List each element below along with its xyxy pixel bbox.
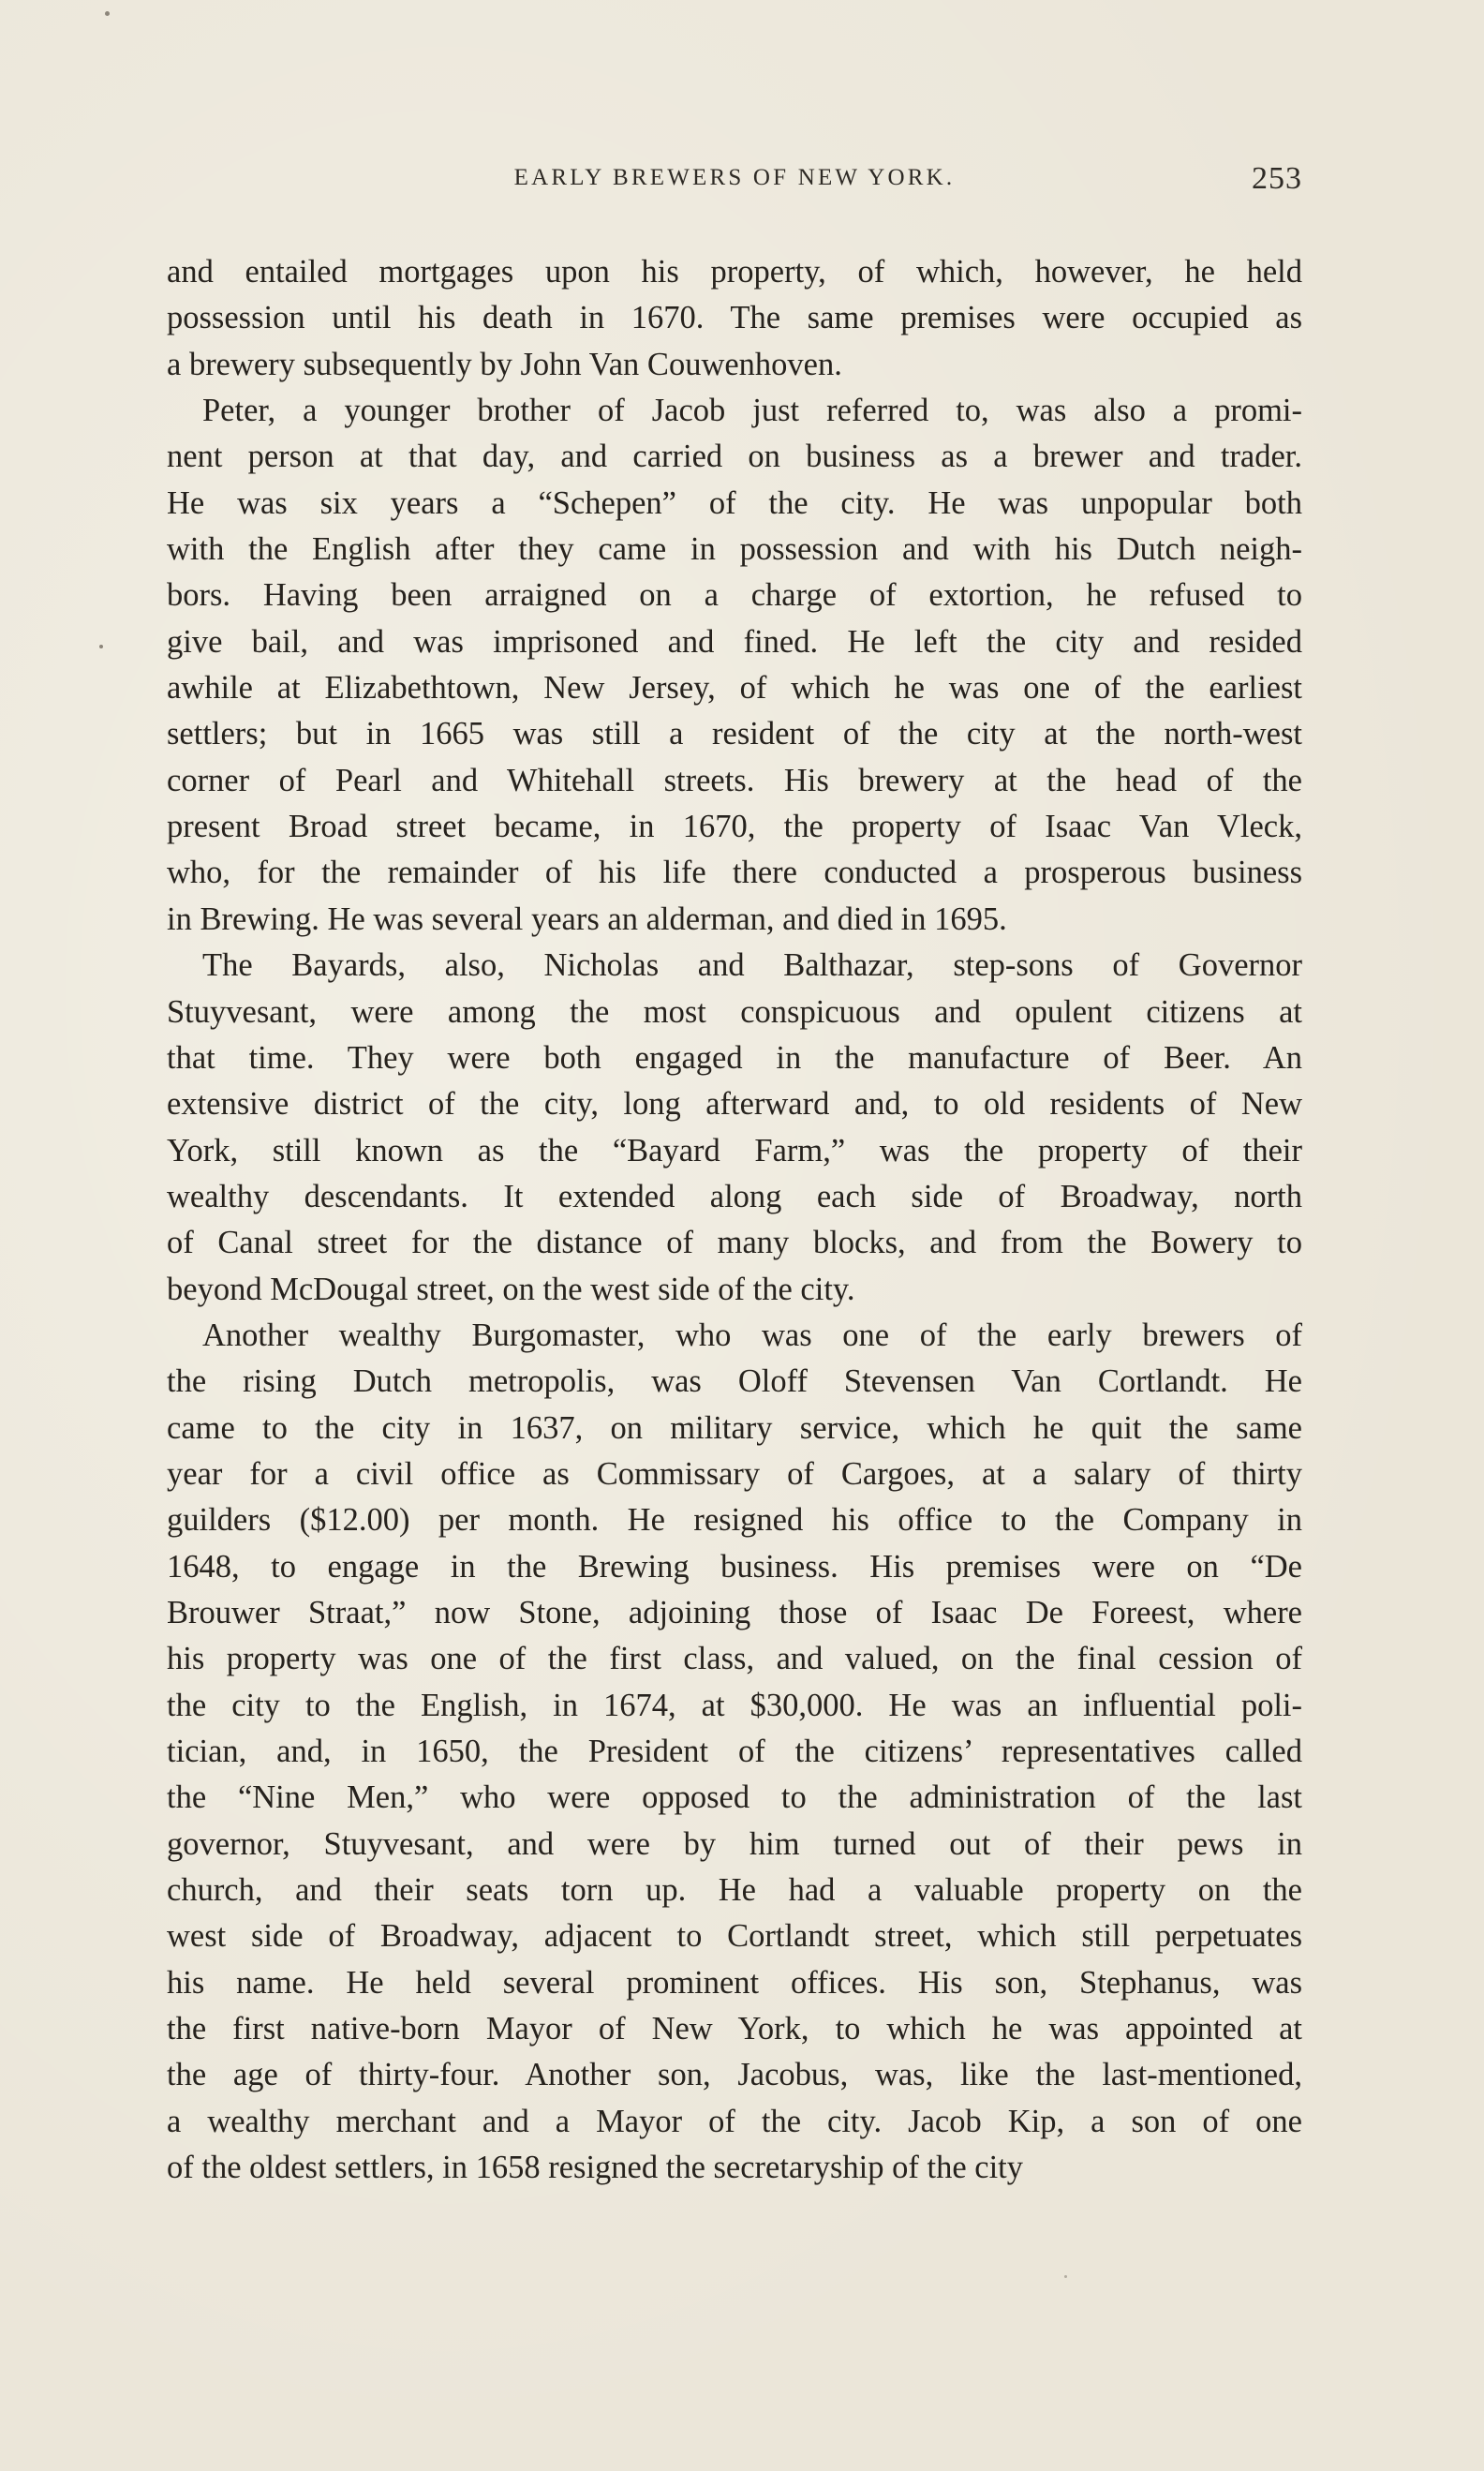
text-line: 1648, to engage in the Brewing business. His premises were on “De <box>167 1548 1302 1585</box>
text-line: nent person at that day, and carried on business as a brewer and trader. <box>167 439 1302 475</box>
text-line: church, and their seats torn up. He had a valuable property on the <box>167 1872 1302 1909</box>
text-line: the city to the English, in 1674, at $30,000. He was an influential poli- <box>167 1687 1302 1723</box>
paragraph <box>167 249 1302 388</box>
text-line: with the English after they came in possession and with his Dutch neigh- <box>167 531 1302 568</box>
text-line: year for a civil office as Commissary of Cargoes, at a salary of thirty <box>167 1455 1302 1492</box>
text-line: guilders ($12.00) per month. He resigned his office to the Company in <box>167 1502 1302 1539</box>
text-line: Stuyvesant, were among the most conspicuous and opulent citizens at <box>167 993 1302 1030</box>
text-line: Peter, a younger brother of Jacob just referred to, was also a promi- <box>202 393 1302 429</box>
text-line: a wealthy merchant and a Mayor of the city. Jacob Kip, a son of one <box>167 2103 1302 2139</box>
text-line: give bail, and was imprisoned and fined. He left the city and resided <box>167 623 1302 660</box>
text-line: Another wealthy Burgomaster, who was one of the early brewers of <box>202 1317 1302 1353</box>
text-line: extensive district of the city, long afterward and, to old residents of New <box>167 1086 1302 1123</box>
paragraph <box>167 1313 1302 2192</box>
text-line: his name. He held several prominent offices. His son, Stephanus, was <box>167 1964 1302 2001</box>
text-line: the age of thirty-four. Another son, Jacobus, was, like the last-mentioned, <box>167 2057 1302 2093</box>
text-line: of the oldest settlers, in 1658 resigned the secretaryship of the city <box>167 2150 1023 2186</box>
text-line: west side of Broadway, adjacent to Cortlandt street, which still perpetuates <box>167 1918 1302 1955</box>
text-line: present Broad street became, in 1670, the property of Isaac Van Vleck, <box>167 809 1302 845</box>
running-title: EARLY BREWERS OF NEW YORK. <box>513 165 956 190</box>
running-head <box>167 161 1302 199</box>
text-line: his property was one of the first class, and valued, on the final cession of <box>167 1641 1302 1677</box>
text-line: awhile at Elizabethtown, New Jersey, of which he was one of the earliest <box>167 670 1302 707</box>
text-line: that time. They were both engaged in the manufacture of Beer. An <box>167 1039 1302 1076</box>
text-line: tician, and, in 1650, the President of the citizens’ representatives called <box>167 1734 1302 1769</box>
text-line: corner of Pearl and Whitehall streets. His brewery at the head of the <box>167 762 1302 798</box>
text-line: wealthy descendants. It extended along each side of Broadway, north <box>167 1178 1302 1214</box>
text-line: Brouwer Straat,” now Stone, adjoining those of Isaac De Foreest, where <box>167 1594 1302 1630</box>
text-line: the rising Dutch metropolis, was Oloff Stevensen Van Cortlandt. He <box>167 1363 1302 1400</box>
text-line: in Brewing. He was several years an alderman, and died in 1695. <box>167 901 1007 937</box>
text-line: beyond McDougal street, on the west side of the city. <box>167 1271 855 1307</box>
text-line: the first native-born Mayor of New York, to which he was appointed at <box>167 2011 1302 2047</box>
text-line: settlers; but in 1665 was still a resident of the city at the north-west <box>167 716 1302 752</box>
text-line: possession until his death in 1670. The same premises were occupied as <box>167 300 1302 336</box>
paper-speck <box>1064 2275 1067 2278</box>
body-text <box>167 249 1302 2191</box>
text-line: He was six years a “Schepen” of the city. He was unpopular both <box>167 484 1302 521</box>
paper-speck <box>105 11 110 16</box>
text-line: The Bayards, also, Nicholas and Balthazar, step-sons of Governor <box>202 947 1302 984</box>
text-line: and entailed mortgages upon his property, of which, however, he held <box>167 254 1302 290</box>
text-line: of Canal street for the distance of many blocks, and from the Bowery to <box>167 1225 1302 1261</box>
page-number: 253 <box>1252 161 1302 196</box>
text-line: York, still known as the “Bayard Farm,” was the property of their <box>167 1132 1302 1169</box>
text-line: who, for the remainder of his life there conducted a prosperous business <box>167 855 1302 891</box>
text-line: bors. Having been arraigned on a charge of extortion, he refused to <box>167 577 1302 614</box>
paragraph <box>167 943 1302 1313</box>
text-line: came to the city in 1637, on military service, which he quit the same <box>167 1409 1302 1446</box>
paragraph <box>167 388 1302 943</box>
text-line: the “Nine Men,” who were opposed to the administration of the last <box>167 1779 1302 1816</box>
text-line: governor, Stuyvesant, and were by him turned out of their pews in <box>167 1825 1302 1862</box>
paper-speck <box>99 645 103 648</box>
text-line: a brewery subsequently by John Van Couwenhoven. <box>167 346 842 382</box>
